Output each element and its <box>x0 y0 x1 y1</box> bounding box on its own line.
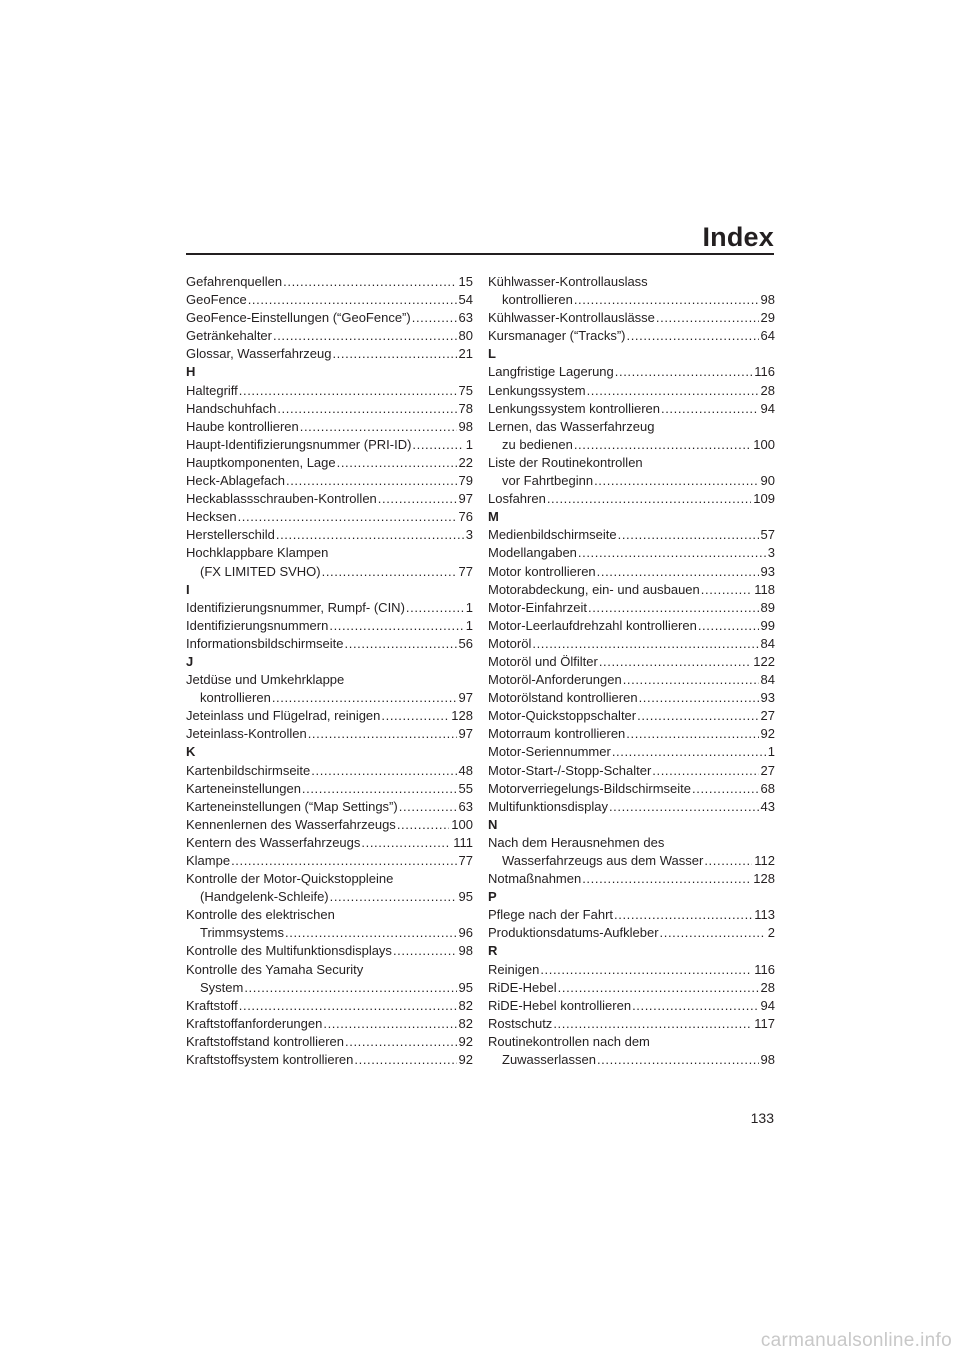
index-entry: Motor kontrollieren ..... 93 <box>488 563 775 581</box>
page-title: Index <box>702 222 774 252</box>
index-entry: Motor-Quickstoppschalter ..... 27 <box>488 707 775 725</box>
index-entry: Heck-Ablagefach ..... 79 <box>186 472 473 490</box>
index-column-left <box>186 273 473 1069</box>
index-entry: kontrollieren ..... 98 <box>488 291 775 309</box>
index-entry: (Handgelenk-Schleife) ..... 95 <box>186 888 473 906</box>
index-entry: vor Fahrtbeginn ..... 90 <box>488 472 775 490</box>
watermark-text: carmanualsonline.info <box>760 1330 952 1351</box>
index-entry: Haube kontrollieren ..... 98 <box>186 418 473 436</box>
index-entry: System ..... 95 <box>186 979 473 997</box>
index-entry: Glossar, Wasserfahrzeug ..... 21 <box>186 345 473 363</box>
index-entry: Motoröl und Ölfilter ..... 122 <box>488 653 775 671</box>
index-letter-heading: I <box>186 581 190 597</box>
index-entry: Hecksen ..... 76 <box>186 508 473 526</box>
index-entry: Losfahren ..... 109 <box>488 490 775 508</box>
index-entry: Karteneinstellungen (“Map Settings”) ..... 63 <box>186 798 473 816</box>
index-entry: Karteneinstellungen ..... 55 <box>186 780 473 798</box>
index-entry: (FX LIMITED SVHO) ..... 77 <box>186 563 473 581</box>
index-letter-heading: H <box>186 364 196 380</box>
index-entry: Herstellerschild ..... 3 <box>186 526 473 544</box>
index-entry: Motor-Leerlaufdrehzahl kontrollieren ..... 99 <box>488 617 775 635</box>
index-entry: Informationsbildschirmseite ..... 56 <box>186 635 473 653</box>
index-entry: Kartenbildschirmseite ..... 48 <box>186 762 473 780</box>
index-entry: Produktionsdatums-Aufkleber ..... 2 <box>488 924 775 942</box>
index-entry: Motorabdeckung, ein- und ausbauen ..... 118 <box>488 581 775 599</box>
index-entry: Jeteinlass-Kontrollen ..... 97 <box>186 725 473 743</box>
index-entry: Modellangaben ..... 3 <box>488 544 775 562</box>
index-entry: Kursmanager (“Tracks”) ..... 64 <box>488 327 775 345</box>
index-entry: Medienbildschirmseite ..... 57 <box>488 526 775 544</box>
index-entry: Motoröl-Anforderungen ..... 84 <box>488 671 775 689</box>
index-entry-line: Hochklappbare Klampen <box>186 545 329 561</box>
index-entry: GeoFence ..... 54 <box>186 291 473 309</box>
title-rule <box>186 253 774 255</box>
index-entry-line: Kontrolle der Motor-Quickstoppleine <box>186 871 394 887</box>
index-entry: Wasserfahrzeugs aus dem Wasser ..... 112 <box>488 852 775 870</box>
index-entry: Identifizierungsnummer, Rumpf- (CIN) ..... 1 <box>186 599 473 617</box>
index-entry: Getränkehalter ..... 80 <box>186 327 473 345</box>
index-entry: Motorraum kontrollieren ..... 92 <box>488 725 775 743</box>
index-entry: Kennenlernen des Wasserfahrzeugs ..... 100 <box>186 816 473 834</box>
index-entry: Kraftstoffsystem kontrollieren ..... 92 <box>186 1051 473 1069</box>
index-entry: Motorverriegelungs-Bildschirmseite ..... 68 <box>488 780 775 798</box>
index-entry: Motoröl ..... 84 <box>488 635 775 653</box>
index-entry-line: Jetdüse und Umkehrklappe <box>186 672 345 688</box>
index-column-right <box>488 273 775 1069</box>
index-entry-line: Kühlwasser-Kontrollauslass <box>488 274 648 289</box>
index-entry: Hauptkomponenten, Lage ..... 22 <box>186 454 473 472</box>
index-entry: Kraftstoffanforderungen ..... 82 <box>186 1015 473 1033</box>
index-entry: Haupt-Identifizierungsnummer (PRI-ID) ..... 1 <box>186 436 473 454</box>
index-letter-heading: J <box>186 653 194 669</box>
index-letter-heading: R <box>488 943 498 959</box>
index-entry: Zuwasserlassen ..... 98 <box>488 1051 775 1069</box>
index-entry: RiDE-Hebel kontrollieren ..... 94 <box>488 997 775 1015</box>
index-entry: Kraftstoff ..... 82 <box>186 997 473 1015</box>
index-entry: Motor-Start-/-Stopp-Schalter ..... 27 <box>488 762 775 780</box>
index-letter-heading: M <box>488 509 499 525</box>
index-entry: Kontrolle des Multifunktionsdisplays ..... 98 <box>186 942 473 960</box>
index-entry: GeoFence-Einstellungen (“GeoFence”) ..... 63 <box>186 309 473 327</box>
index-entry: kontrollieren ..... 97 <box>186 689 473 707</box>
index-entry: Trimmsystems ..... 96 <box>186 924 473 942</box>
index-entry: Haltegriff ..... 75 <box>186 382 473 400</box>
index-entry: Heckablassschrauben-Kontrollen ..... 97 <box>186 490 473 508</box>
index-entry: Lenkungssystem kontrollieren ..... 94 <box>488 400 775 418</box>
index-entry: Langfristige Lagerung ..... 116 <box>488 363 775 381</box>
index-entry: Rostschutz ..... 117 <box>488 1015 775 1033</box>
index-letter-heading: L <box>488 346 496 362</box>
index-letter-heading: N <box>488 816 498 832</box>
index-entry: Lenkungssystem ..... 28 <box>488 382 775 400</box>
index-entry: Motorölstand kontrollieren ..... 93 <box>488 689 775 707</box>
index-entry: Jeteinlass und Flügelrad, reinigen ..... 128 <box>186 707 473 725</box>
page-number: 133 <box>750 1110 774 1126</box>
index-entry: Klampe ..... 77 <box>186 852 473 870</box>
index-entry: Kraftstoffstand kontrollieren ..... 92 <box>186 1033 473 1051</box>
index-entry-line: Liste der Routinekontrollen <box>488 454 643 470</box>
index-entry-line: Nach dem Herausnehmen des <box>488 834 665 850</box>
index-entry: Kühlwasser-Kontrollauslässe ..... 29 <box>488 309 775 327</box>
index-entry: Gefahrenquellen ..... 15 <box>186 273 473 291</box>
index-entry: Handschuhfach ..... 78 <box>186 400 473 418</box>
index-entry-line: Kontrolle des elektrischen <box>186 907 335 923</box>
index-entry: Reinigen ..... 116 <box>488 961 775 979</box>
index-entry: Identifizierungsnummern ..... 1 <box>186 617 473 635</box>
index-letter-heading: K <box>186 744 196 760</box>
index-entry: RiDE-Hebel ..... 28 <box>488 979 775 997</box>
index-entry: Kentern des Wasserfahrzeugs ..... 111 <box>186 834 473 852</box>
index-entry: Pflege nach der Fahrt ..... 113 <box>488 906 775 924</box>
index-entry-line: Kontrolle des Yamaha Security <box>186 961 364 977</box>
index-entry: Multifunktionsdisplay ..... 43 <box>488 798 775 816</box>
index-letter-heading: P <box>488 889 497 905</box>
index-entry: zu bedienen ..... 100 <box>488 436 775 454</box>
index-entry: Motor-Seriennummer ..... 1 <box>488 743 775 761</box>
index-entry-line: Lernen, das Wasserfahrzeug <box>488 418 655 434</box>
index-entry: Notmaßnahmen ..... 128 <box>488 870 775 888</box>
index-entry: Motor-Einfahrzeit ..... 89 <box>488 599 775 617</box>
index-entry-line: Routinekontrollen nach dem <box>488 1033 650 1049</box>
